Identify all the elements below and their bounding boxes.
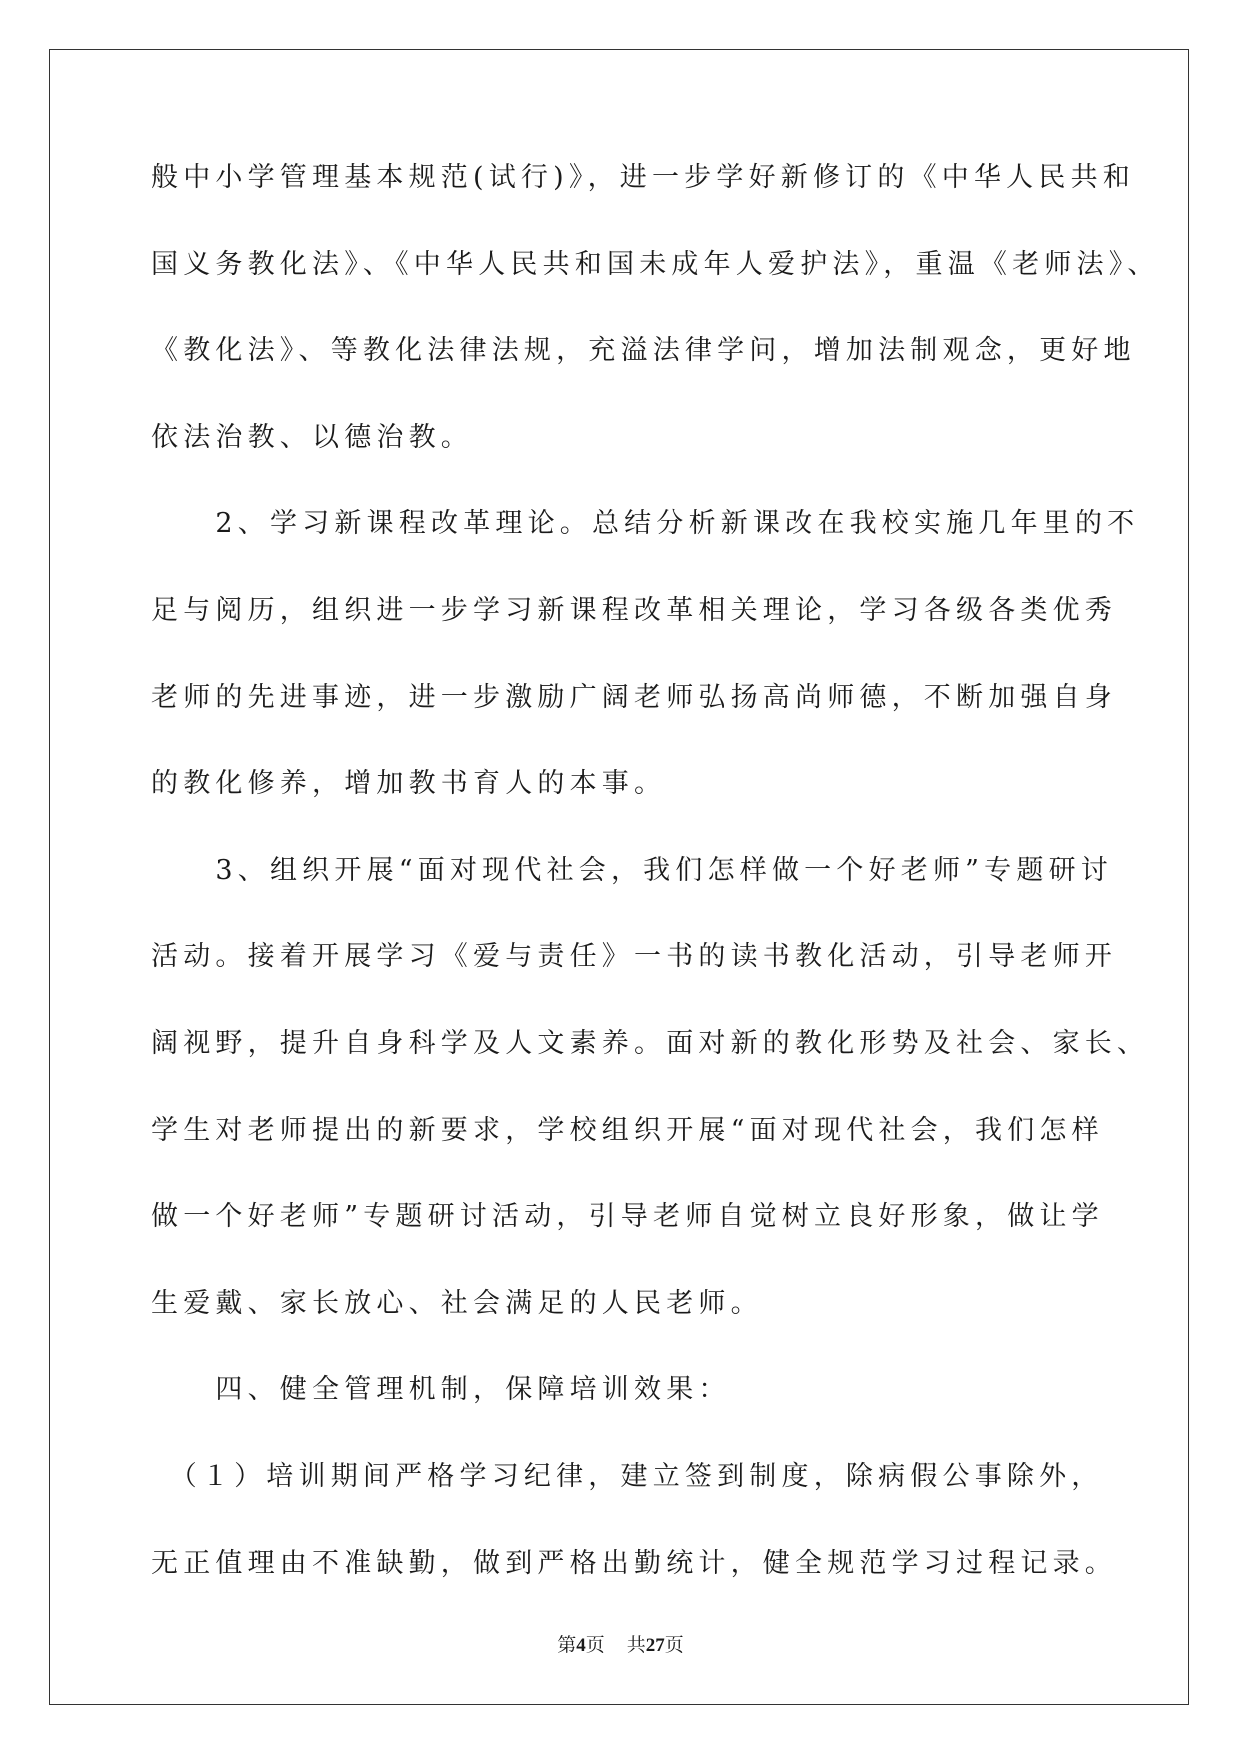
text-line: 3、组织开展“面对现代社会，我们怎样做一个好老师”专题研讨 [151,854,1113,886]
text-line: 般中小学管理基本规范(试行)》，进一步学好新修订的《中华人民共和 [151,162,1135,193]
text-line: 足与阅历，组织进一步学习新课程改革相关理论，学习各级各类优秀 [151,594,1117,626]
text-line: 阔视野，提升自身科学及人文素养。面对新的教化形势及社会、家长、 [151,1027,1150,1059]
text-line: 做一个好老师”专题研讨活动，引导老师自觉树立良好形象，做让学 [151,1201,1104,1233]
text-line: 的教化修养，增加教书育人的本事。 [151,768,667,800]
page-footer [0,1633,1241,1658]
total-pages: 27 [645,1635,665,1656]
text-line: 2、学习新课程改革理论。总结分析新课改在我校实施几年里的不 [151,508,1140,540]
text-line: 生爱戴、家长放心、社会满足的人民老师。 [151,1287,763,1319]
page-prefix: 第 [557,1634,577,1656]
text-line: 《教化法》、等教化法律法规，充溢法律学问，增加法制观念，更好地 [151,335,1136,367]
text-line: 学生对老师提出的新要求，学校组织开展“面对现代社会，我们怎样 [151,1114,1104,1146]
text-line: 国义务教化法》、《中华人民共和国未成年人爱护法》，重温《老师法》、 [151,248,1160,280]
text-line: 活动。接着开展学习《爱与责任》一书的读书教化活动，引导老师开 [151,941,1117,973]
text-line: 老师的先进事迹，进一步激励广阔老师弘扬高尚师德，不断加强自身 [151,681,1117,713]
page-number: 4 [576,1635,586,1656]
text-line: 依法治教、以德治教。 [151,421,473,453]
total-prefix: 共 [626,1634,646,1656]
document-body [151,160,1160,1632]
text-line: （１）培训期间严格学习纪律，建立签到制度，除病假公事除外， [151,1460,1104,1492]
total-suffix: 页 [664,1634,684,1656]
text-line: 四、健全管理机制，保障培训效果： [151,1374,731,1406]
text-line: 无正值理由不准缺勤，做到严格出勤统计，健全规范学习过程记录。 [151,1547,1117,1579]
page-suffix: 页 [585,1634,605,1656]
